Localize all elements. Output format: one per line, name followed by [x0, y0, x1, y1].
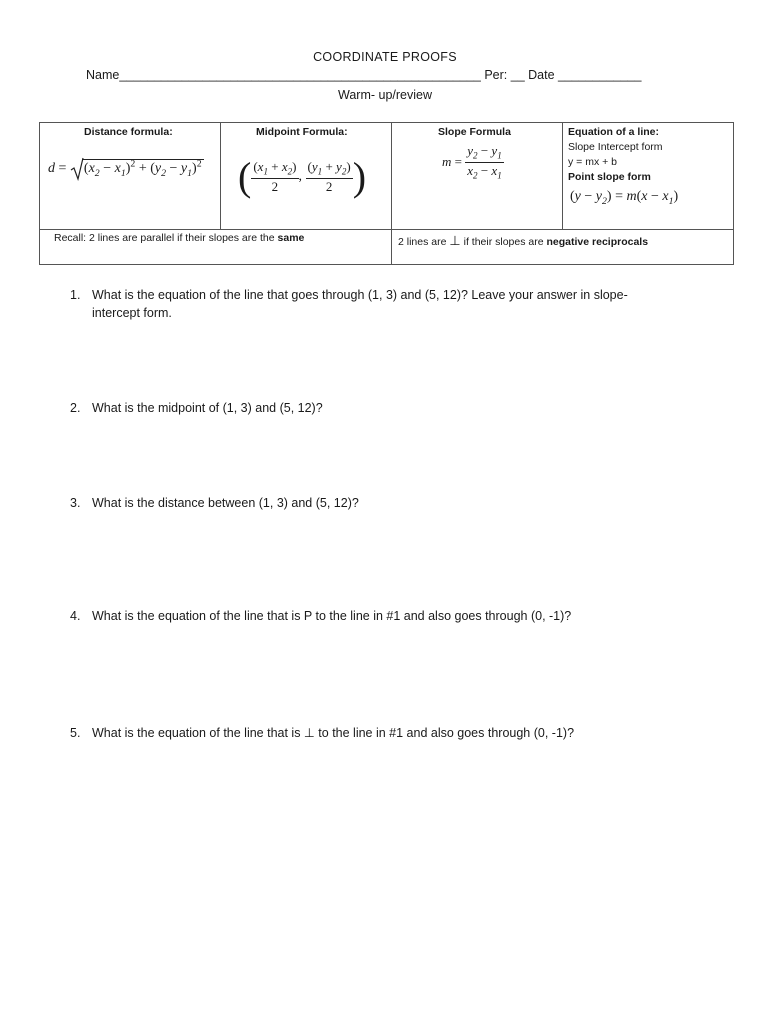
date-label: Date: [528, 68, 555, 82]
line-equation-heading: Equation of a line:: [568, 126, 659, 138]
parallel-note-emphasis: same: [277, 232, 305, 244]
question-text: What is the equation of the line that is P to the line in #1 and also goes through (0, -1)?: [92, 609, 572, 623]
perpendicular-note-emphasis: negative reciprocals: [546, 236, 649, 248]
slope-formula-heading: Slope Formula: [438, 126, 511, 138]
point-slope-label: Point slope form: [568, 171, 651, 183]
question-number: 1.: [70, 288, 81, 302]
divider: [562, 123, 563, 229]
midpoint-formula: ( $\frac{(x_1 + x_2)}{2}$ , $\frac{(y_1 + y_2)}{2}$ ): [238, 154, 367, 199]
name-per-date-line: [86, 68, 641, 82]
slope-intercept-label: Slope Intercept form: [568, 141, 663, 153]
parallel-note-text: Recall: 2 lines are parallel if their slopes are the: [54, 232, 278, 244]
slope-formula: m = $\frac{y_2 - y_1}{x_2 - x_1}$: [442, 143, 502, 181]
date-field[interactable]: ____________: [558, 68, 642, 82]
question-text: What is the midpoint of (1, 3) and (5, 12)?: [92, 401, 323, 415]
divider: [391, 123, 392, 265]
perpendicular-note-middle: if their slopes are: [460, 236, 547, 248]
midpoint-formula-heading: Midpoint Formula:: [256, 126, 348, 138]
perpendicular-symbol: ⊥: [449, 233, 461, 248]
per-field[interactable]: __: [510, 68, 525, 82]
perpendicular-note-text: 2 lines are: [398, 236, 450, 248]
slope-intercept-equation: y = mx + b: [568, 156, 618, 168]
parallel-note: [54, 232, 304, 244]
question-text: What is the equation of the line that goes through (1, 3) and (5, 12)? Leave your answer in slope-intercept form.: [92, 288, 628, 320]
question-text: What is the equation of the line that is ⊥ to the line in #1 and also goes through (0, -1)?: [92, 726, 575, 740]
point-slope-formula: $(y - y_2) = m(x - x_1)$: [570, 189, 679, 207]
question-number: 2.: [70, 401, 81, 415]
formula-reference-table: [39, 122, 734, 265]
question-number: 3.: [70, 496, 81, 510]
name-label: Name: [86, 68, 120, 82]
per-label: Per:: [484, 68, 508, 82]
perpendicular-note: [398, 233, 648, 249]
page-subtitle: Warm- up/review: [338, 88, 432, 102]
question-number: 4.: [70, 609, 81, 623]
divider: [220, 123, 221, 229]
page-title: COORDINATE PROOFS: [313, 50, 457, 64]
distance-formula: $d = (x_2 - x_1)^2 + (y_2 - y_1)^2$: [48, 158, 202, 180]
question-number: 5.: [70, 726, 81, 740]
distance-formula-heading: Distance formula:: [84, 126, 173, 138]
divider: [40, 229, 733, 230]
question-text: What is the distance between (1, 3) and (5, 12)?: [92, 496, 359, 510]
name-field[interactable]: ____________________________________________________: [119, 68, 481, 82]
